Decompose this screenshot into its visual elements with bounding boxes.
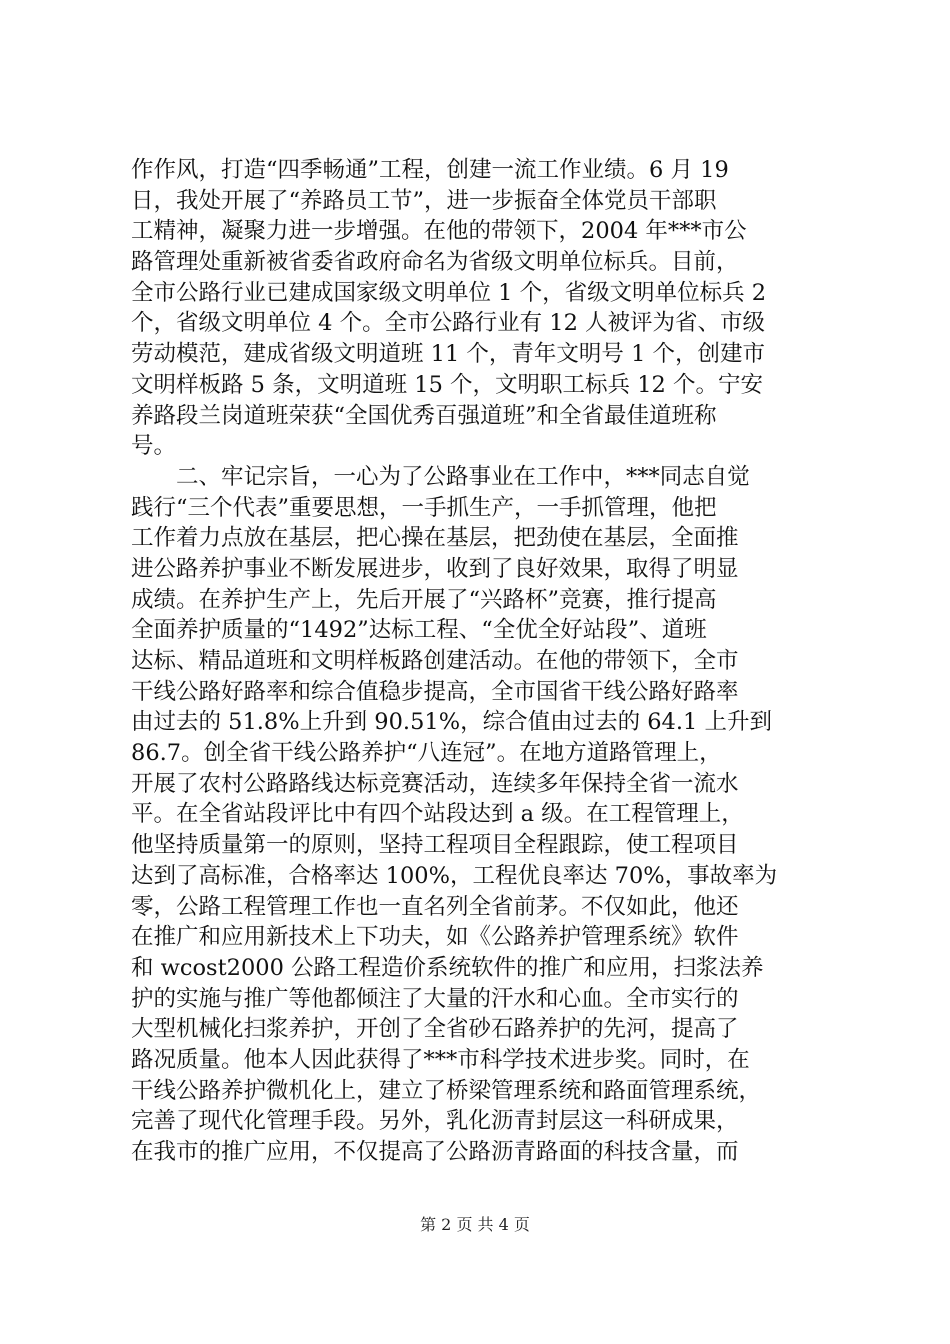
text-line: 完善了现代化管理手段。另外，乳化沥青封层这一科研成果，: [131, 1108, 739, 1135]
text-line: 全市公路行业已建成国家级文明单位 1 个，省级文明单位标兵 2: [131, 279, 767, 306]
text-line: 践行“三个代表”重要思想，一手抓生产，一手抓管理，他把: [131, 494, 717, 521]
text-line: 开展了农村公路路线达标竞赛活动，连续多年保持全省一流水: [131, 770, 739, 797]
text-line: 和 wcost2000 公路工程造价系统软件的推广和应用，扫浆法养: [131, 954, 764, 981]
text-line: 护的实施与推广等他都倾注了大量的汗水和心血。全市实行的: [131, 985, 739, 1012]
body-text: [131, 155, 831, 1168]
text-line: 全面养护质量的“1492”达标工程、“全优全好站段”、道班: [131, 617, 707, 644]
text-line: 文明样板路 5 条，文明道班 15 个，文明职工标兵 12 个。宁安: [131, 371, 763, 398]
text-line: 进公路养护事业不断发展进步，收到了良好效果，取得了明显: [131, 555, 739, 582]
text-line: 工精神，凝聚力进一步增强。在他的带领下，2004 年***市公: [131, 218, 747, 245]
text-line: 达标、精品道班和文明样板路创建活动。在他的带领下，全市: [131, 648, 739, 674]
text-line: 日，我处开展了“养路员工节”，进一步振奋全体党员干部职: [131, 187, 717, 214]
text-line: 号。: [131, 433, 177, 460]
text-line: 他坚持质量第一的原则，坚持工程项目全程跟踪，使工程项目: [131, 832, 739, 859]
text-line: 平。在全省站段评比中有四个站段达到 a 级。在工程管理上，: [131, 801, 744, 828]
text-line: 86.7。创全省干线公路养护“八连冠”。在地方道路管理上，: [131, 740, 722, 767]
text-line: 由过去的 51.8%上升到 90.51%，综合值由过去的 64.1 上升到: [131, 709, 772, 736]
text-line: 个，省级文明单位 4 个。全市公路行业有 12 人被评为省、市级: [131, 310, 766, 337]
text-line: 路管理处重新被省委省政府命名为省级文明单位标兵。目前，: [131, 249, 739, 276]
text-line: 工作着力点放在基层，把心操在基层，把劲使在基层，全面推: [131, 525, 739, 552]
text-line: 养路段兰岗道班荣获“全国优秀百强道班”和全省最佳道班称: [131, 402, 717, 429]
page-footer: 第 2 页 共 4 页: [420, 1215, 530, 1234]
text-line: 干线公路好路率和综合值稳步提高，全市国省干线公路好路率: [131, 678, 739, 705]
text-line: 大型机械化扫浆养护，开创了全省砂石路养护的先河，提高了: [131, 1016, 739, 1043]
text-line: 劳动模范，建成省级文明道班 11 个，青年文明号 1 个，创建市: [131, 341, 766, 368]
text-line: 路况质量。他本人因此获得了***市科学技术进步奖。同时，在: [131, 1046, 750, 1073]
text-line: 零，公路工程管理工作也一直名列全省前茅。不仅如此，他还: [131, 893, 739, 920]
text-line: 在推广和应用新技术上下功夫，如《公路养护管理系统》软件: [131, 924, 739, 951]
text-line: 达到了高标准，合格率达 100%，工程优良率达 70%，事故率为: [131, 862, 778, 889]
text-line: 在我市的推广应用，不仅提高了公路沥青路面的科技含量，而: [131, 1139, 739, 1165]
text-line: 干线公路养护微机化上，建立了桥梁管理系统和路面管理系统，: [131, 1077, 762, 1104]
text-line: 成绩。在养护生产上，先后开展了“兴路杯”竞赛，推行提高: [131, 586, 717, 613]
text-line: 二、牢记宗旨，一心为了公路事业在工作中，***同志自觉: [131, 463, 750, 490]
text-line: 作作风，打造“四季畅通”工程，创建一流工作业绩。6 月 19: [131, 157, 729, 183]
